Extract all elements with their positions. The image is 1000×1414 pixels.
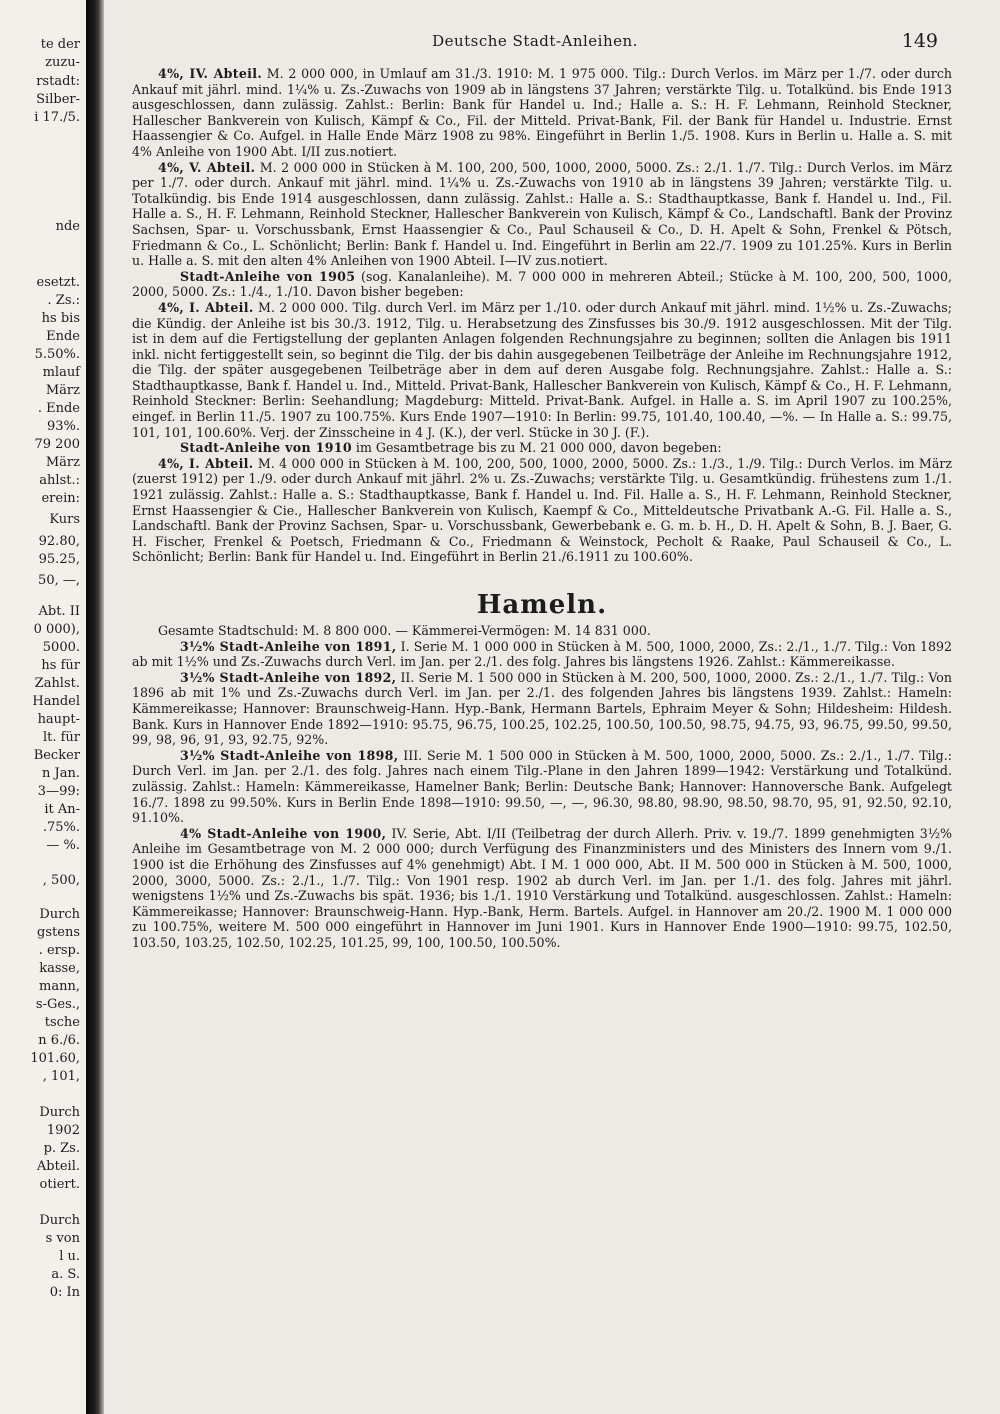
entry-text: M. 2 000 000, in Umlauf am 31./3. 1910: M. 1 975 000. Tilg.: Durch Verlos. im März per 1./7. oder durch Ankauf mit jährl. mind. 1¼% u. Zs.-Zuwachs von 1909 ab in längstens 37 Jahren; verstärkte Tilg. u. Totalkünd. bis Ende 1913 ausgeschlossen, dann zulässig. Zahlst.: Berlin: Bank für Handel u. Ind.; Halle a. S.: H. F. Lehmann, Reinhold Steckner, Hallescher Bankverein von Kulisch, Kämpf & Co., Fil. der Mitteld. Privat-Bank, Fil. der Bank für Handel u. Industrie. Ernst Haassengier & Co. Aufgel. in Halle Ende März 1908 zu 98%. Eingeführt in Berlin 1./5. 1908. Kurs in Berlin u. Halle a. S. mit 4% Anleihe von 1900 Abt. I/II zus.notiert. [132,66,952,159]
entry-halle-1905-abt1 [132,300,952,440]
previous-page-fragment: 95.25, [38,552,80,567]
book-gutter [86,0,104,1414]
previous-page-fragment: März [45,455,80,470]
previous-page-fragment: Zahlst. [34,676,80,691]
previous-page-fragment: zuzu- [45,55,80,70]
entry-heading: 3½% Stadt-Anleihe von 1892, [180,669,397,685]
entry-heading: Stadt-Anleihe von 1905 [180,268,356,284]
previous-page-fragment: . ersp. [38,943,80,958]
page-header [132,32,938,58]
previous-page-fragment: Abt. II [38,604,80,619]
entry-hameln-1891 [132,639,952,670]
previous-page-fragment: , 101, [42,1069,80,1084]
entry-halle-abt4 [132,66,952,160]
previous-page-margin [0,0,86,1414]
previous-page-fragment: Ende [46,329,80,344]
entry-heading: 4%, IV. Abteil. [158,66,263,81]
previous-page-fragment: März [45,383,80,398]
previous-page-fragment: Silber- [36,92,80,107]
previous-page-fragment: 92.80, [38,534,80,549]
previous-page-fragment: Becker [33,748,80,763]
previous-page-fragment: 1902 [46,1123,80,1138]
previous-page-fragment: Kurs [49,512,80,527]
previous-page-fragment: hs bis [41,311,80,326]
entry-heading: 4% Stadt-Anleihe von 1900, [180,825,387,841]
entry-text: (sog. Kanalanleihe). M. 7 000 000 in mehreren Abteil.; Stücke à M. 100, 200, 500, 1000, 2000, 5000. Zs.: 1./4., 1./10. Davon bisher begeben: [132,268,952,300]
entry-heading: 3½% Stadt-Anleihe von 1898, [180,747,399,763]
previous-page-fragment: 3—99: [37,784,80,799]
previous-page-fragment: Durch [39,1105,80,1120]
page-body [132,66,952,950]
previous-page-fragment: kasse, [39,961,80,976]
running-head: Deutsche Stadt-Anleihen. [432,32,638,50]
entry-hameln-1898 [132,748,952,826]
previous-page-fragment: ahlst.: [39,473,80,488]
previous-page-fragment: Durch [39,907,80,922]
entry-hameln-1900 [132,826,952,951]
previous-page-fragment: hs für [41,658,80,673]
previous-page-fragment: rstadt: [36,74,80,89]
previous-page-fragment: l u. [59,1249,80,1264]
previous-page-fragment: 0 000), [33,622,80,637]
entry-heading: Stadt-Anleihe von 1910 [180,440,352,456]
previous-page-fragment: p. Zs. [43,1141,80,1156]
previous-page-fragment: gstens [37,925,80,940]
entry-heading: 3½% Stadt-Anleihe von 1891, [180,638,397,654]
previous-page-fragment: 101.60, [30,1051,80,1066]
previous-page-fragment: nde [55,219,80,234]
previous-page-fragment: s von [45,1231,80,1246]
previous-page-fragment: erein: [41,491,80,506]
previous-page-fragment: — %. [46,838,80,853]
previous-page-fragment: 0: In [49,1285,80,1300]
entry-text: M. 4 000 000 in Stücken à M. 100, 200, 500, 1000, 2000, 5000. Zs.: 1./3., 1./9. Tilg.: Durch Verlos. im März (zuerst 1912) per 1./9. oder durch Ankauf mit jährl. 2% u. Zs.-Zuwachs; verstärkte Tilg. u. Gesamtkündig. frühestens zum 1./1. 1921 zulässig. Zahlst.: Halle a. S.: Stadthauptkasse, Bank f. Handel u. Ind. Fil. Halle a. S., H. F. Lehmann, Reinhold Steckner, Ernst Haassengier & Cie., Hallescher Bankverein von Kulisch, Kaempf & Co., Mitteldeutsche Privatbank A.-G. Fil. Halle a. S., Landschaftl. Bank der Provinz Sachsen, Spar- u. Vorschussbank, Gewerbebank e. G. m. b. H., D. H. Apelt & Sohn, B. J. Baer, G. H. Fischer, Frenkel & Poetsch, Friedmann & Co., Friedmann & Weinstock, Pecholt & Raake, Paul Schauseil & Co., L. Schönlicht; Berlin: Bank für Handel u. Ind. Eingeführt in Berlin 21./6.1911 zu 100.60%. [132,455,952,565]
previous-page-fragment: Durch [39,1213,80,1228]
previous-page-fragment: 93%. [46,419,80,434]
previous-page-fragment: lt. für [42,730,80,745]
entry-hameln-1892 [132,670,952,748]
previous-page-fragment: n 6./6. [38,1033,80,1048]
entry-text: III. Serie M. 1 500 000 in Stücken à M. 500, 1000, 2000, 5000. Zs.: 2./1., 1./7. Tilg.: Durch Verl. im Jan. per 2./1. des folg. Jahres nach einem Tilg.-Plane in den Jahren 1899—1942: Verstärkung und Totalkünd. zulässig. Zahlst.: Hameln: Kämmereikasse, Hamelner Bank; Berlin: Deutsche Bank; Hannover: Hannoversche Bank. Aufgelegt 16./7. 1898 zu 99.50%. Kurs in Berlin Ende 1898—1910: 99.50, —, —, 96.30, 98.80, 98.90, 98.50, 98.70, 95, 91, 92.50, 92.10, 91.10%. [132,747,952,826]
page-number: 149 [901,30,938,52]
entry-text: M. 2 000 000 in Stücken à M. 100, 200, 500, 1000, 2000, 5000. Zs.: 2./1. 1./7. Tilg.: Durch Verlos. im März per 1./7. oder durch. Ankauf mit jährl. mind. 1¼% u. Zs.-Zuwachs von 1910 ab in längstens 39 Jahren; verstärkte Tilg. u. Totalkündig. bis Ende 1914 ausgeschlossen, dann zulässig. Zahlst.: Halle a. S.: Stadthauptkasse, Bank f. Handel u. Ind., Fil. Halle a. S., H. F. Lehmann, Reinhold Steckner, Hallescher Bankverein von Kulisch, Kämpf & Co., Landschaftl. Bank der Provinz Sachsen, Spar- u. Vorschussbank, Ernst Haassengier & Co., Paul Schauseil & Co., D. H. Apelt & Sohn, Frenkel & Pötsch, Friedmann & Co., L. Schönlicht; Berlin: Bank f. Handel u. Ind. Eingeführt in Berlin am 22./7. 1909 zu 101.25%. Kurs in Berlin u. Halle a. S. mit den alten 4% Anleihen von 1900 Abteil. I—IV zus.notiert. [132,159,952,269]
previous-page-fragment: te der [40,37,80,52]
hameln-summary: Gesamte Stadtschuld: M. 8 800 000. — Kämmerei-Vermögen: M. 14 831 000. [158,623,651,638]
entry-heading: 4%, V. Abteil. [158,159,256,175]
entry-text: II. Serie M. 1 500 000 in Stücken à M. 200, 500, 1000, 2000. Zs.: 2./1., 1./7. Tilg.: Von 1896 ab mit 1% und Zs.-Zuwachs durch Verl. im Jan. per 2./1. des folgenden Jahres bis längstens 1939. Zahlst.: Hameln: Kämmereikasse; Hannover: Braunschweig-Hann. Hyp.-Bank, Hermann Bartels, Ephraim Meyer & Sohn; Hildesheim: Hildesh. Bank. Kurs in Hannover Ende 1892—1910: 95.75, 96.75, 100.25, 102.25, 100.50, 100.50, 98.75, 94.75, 93, 96.75, 99.50, 99.50, 99, 98, 96, 91, 93, 92.75, 92%. [132,669,952,748]
entry-text: IV. Serie, Abt. I/II (Teilbetrag der durch Allerh. Priv. v. 19./7. 1899 genehmigten 3½% Anleihe im Gesamtbetrage von M. 2 000 000; durch Verfügung des Finanzministers und des Ministers des Innern vom 9./1. 1900 ist die Erhöhung des Zinsfusses auf 4% genehmigt) Abt. I M. 1 000 000, Abt. II M. 500 000 in Stücken à M. 500, 1000, 2000, 3000, 5000. Zs.: 2./1., 1./7. Tilg.: Von 1901 resp. 1902 ab durch Verl. im Jan. per 1./1. des folg. Jahres mit jährl. wenigstens 1½% und Zs.-Zuwachs bis spät. 1936; bis 1./1. 1910 Verstärkung und Totalkünd. ausgeschlossen. Zahlst.: Hameln: Kämmereikasse; Hannover: Braunschweig-Hann. Hyp.-Bank, Herm. Bartels. Aufgel. in Hannover am 20./2. 1900 M. 1 000 000 zu 100.75%, weitere M. 500 000 eingeführt in Hannover im Juni 1901. Kurs in Hannover Ende 1900—1910: 99.75, 102.50, 103.50, 103.25, 102.50, 102.25, 101.25, 99, 100, 100.50, 100.50%. [132,825,952,950]
entry-halle-abt5 [132,160,952,269]
document-page [104,0,1000,1414]
previous-page-fragment: Handel [32,694,80,709]
section-title-hameln: Hameln. [476,590,608,620]
previous-page-fragment: s-Ges., [35,997,80,1012]
entry-halle-1905 [132,269,952,300]
entry-halle-1910 [132,440,952,456]
previous-page-fragment: , 500, [42,873,80,888]
previous-page-fragment: 79 200 [34,437,80,452]
entry-text: im Gesamtbetrage bis zu M. 21 000 000, davon begeben: [355,440,722,456]
previous-page-fragment: n Jan. [42,766,80,781]
previous-page-fragment: Abteil. [36,1159,80,1174]
entry-halle-1910-abt1 [132,456,952,565]
entry-text: M. 2 000 000. Tilg. durch Verl. im März per 1./10. oder durch Ankauf mit jährl. mind. 1½% u. Zs.-Zuwachs; die Kündig. der Anleihe ist bis 30./3. 1912, Tilg. u. Herabsetzung des Zinsfusses bis 30./9. 1912 ausgeschlossen. Mit der Tilg. ist in dem auf die Fertigstellung der geplanten Anlagen folgenden Rechnungsjahre zu beginnen; sollten die Anlagen bis 1911 inkl. nicht fertiggestellt sein, so beginnt die Tilg. der bis dahin ausgegebenen Teilbeträge der Anleihe im Rechnungsjahre 1912, die Tilg. der später ausgegebenen Teilbeträge aber in dem auf deren Ausgabe folg. Rechnungsjahre. Zahlst.: Halle a. S.: Stadthauptkasse, Bank f. Handel u. Ind., Mitteld. Privat-Bank, Hallescher Bankverein von Kulisch, Kämpf & Co., H. F. Lehmann, Reinhold Steckner: Berlin: Seehandlung; Magdeburg: Mitteld. Privat-Bank. Aufgel. in Halle a. S. im April 1907 zu 100.25%, eingef. in Berlin 11./5. 1907 zu 100.75%. Kurs Ende 1907—1910: In Berlin: 99.75, 101.40, 100.40, —%. — In Halle a. S.: 99.75, 101, 101, 100.60%. Verj. der Zinsscheine in 4 J. (K.), der verl. Stücke in 30 J. (F.). [132,299,952,440]
previous-page-fragment: mann, [39,979,80,994]
previous-page-fragment: 50, —, [38,573,80,588]
previous-page-fragment: it An- [44,802,80,817]
previous-page-fragment: 5.50%. [34,347,80,362]
previous-page-fragment: a. S. [51,1267,80,1282]
previous-page-fragment: haupt- [37,712,80,727]
previous-page-fragment: mlauf [42,365,80,380]
entry-text: I. Serie M. 1 000 000 in Stücken à M. 500, 1000, 2000, Zs.: 2./1., 1./7. Tilg.: Von 1892 ab mit 1½% und Zs.-Zuwachs durch Verl. im Jan. per 2./1. des folg. Jahres bis längstens 1926. Zahlst.: Kämmereikasse. [132,638,952,670]
entry-heading: 4%, I. Abteil. [158,455,254,471]
previous-page-fragment: esetzt. [36,275,80,290]
entry-heading: 4%, I. Abteil. [158,299,254,315]
previous-page-fragment: . Ende [37,401,80,416]
previous-page-fragment: otiert. [39,1177,80,1192]
previous-page-fragment: . Zs.: [47,293,80,308]
previous-page-fragment: i 17./5. [34,110,80,125]
previous-page-fragment: 5000. [42,640,80,655]
previous-page-fragment: tsche [44,1015,80,1030]
previous-page-fragment: .75%. [42,820,80,835]
